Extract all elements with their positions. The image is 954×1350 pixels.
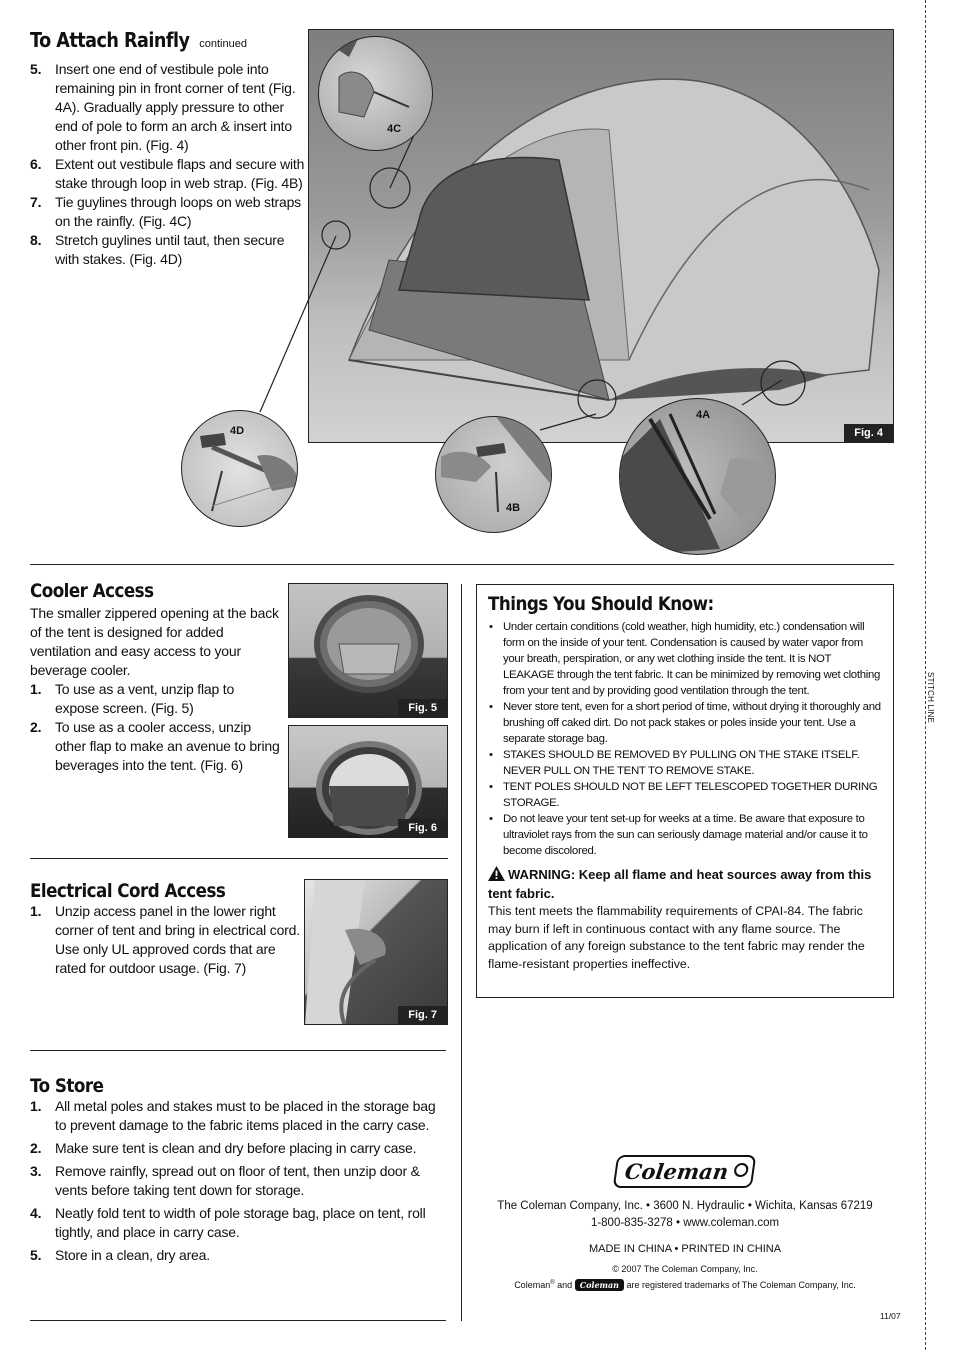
fig4-label: Fig. 4	[844, 424, 893, 442]
list-item: 6. Extent out vestibule flaps and secure with stake through loop in web strap. (Fig. 4B)	[30, 156, 305, 191]
copyright: © 2007 The Coleman Company, Inc.	[612, 1264, 758, 1274]
things-to-know-box	[476, 584, 894, 998]
stitch-line-label-wrap	[926, 670, 940, 750]
warning-heading: WARNING: Keep all flame and heat sources away from this tent fabric.	[488, 867, 872, 901]
cooler-title: Cooler Access	[30, 580, 154, 602]
trademark-note: Coleman® and Coleman are registered trademarks of The Coleman Company, Inc.	[514, 1280, 856, 1290]
coleman-logo-wrap	[476, 1155, 894, 1188]
electrical-steps	[30, 902, 300, 978]
column-divider	[461, 584, 462, 1321]
company-contact: 1-800-835-3278 • www.coleman.com	[590, 1217, 780, 1229]
list-item: 8. Stretch guylines until taut, then secure with stakes. (Fig. 4D)	[30, 232, 285, 267]
print-date: 11/07	[880, 1311, 901, 1321]
fig6-label: Fig. 6	[398, 819, 447, 837]
fig5-photo	[288, 583, 448, 718]
section-divider	[30, 1050, 446, 1051]
list-item: 3. Remove rainfly, spread out on floor of tent, then unzip door & vents before taking tent down for storage.	[30, 1163, 420, 1198]
pole-pin-icon	[620, 399, 776, 555]
fig7-label: Fig. 7	[398, 1006, 447, 1024]
know-bullets	[488, 619, 883, 859]
list-item: 1. To use as a vent, unzip flap to expose screen. (Fig. 5)	[30, 681, 235, 716]
cord-panel-illustration	[305, 880, 448, 1025]
section-divider	[30, 564, 894, 565]
list-item: • STAKES SHOULD BE REMOVED BY PULLING ON THE STAKE ITSELF. NEVER PULL ON THE TENT TO REMOVE STAKE.	[488, 747, 883, 779]
list-item: 5. Store in a clean, dry area.	[30, 1247, 210, 1263]
cooler-intro: The smaller zippered opening at the back of the tent is designed for added ventilation and easy access to your beverage cooler.	[30, 605, 279, 678]
know-title: Things You Should Know:	[488, 593, 714, 615]
coleman-logo-small: Coleman	[575, 1279, 624, 1291]
vent-screen-illustration	[289, 584, 448, 718]
list-item: • Do not leave your tent set-up for weeks at a time. Be aware that exposure to ultraviolet rays from the sun can seriously damage material and/or cause it to become discolored.	[488, 811, 883, 859]
fig6-photo	[288, 725, 448, 838]
stake-flap-icon	[436, 417, 552, 533]
cooler-section	[30, 580, 280, 775]
continued-note: continued	[199, 38, 247, 50]
electrical-section	[30, 880, 300, 978]
warning-text: This tent meets the flammability requirements of CPAI-84. The fabric may burn if left in continuous contact with any flame source. The application of any foreign substance to the tent fabric may render the flame-resistant properties ineffective.	[488, 904, 865, 971]
fig5-label: Fig. 5	[398, 699, 447, 717]
section-divider	[30, 1320, 446, 1321]
fig4b-detail-circle	[435, 416, 552, 533]
list-item: 2. Make sure tent is clean and dry before placing in carry case.	[30, 1140, 417, 1156]
list-item: • TENT POLES SHOULD NOT BE LEFT TELESCOPED TOGETHER DURING STORAGE.	[488, 779, 883, 811]
fig4a-detail-circle	[619, 398, 776, 555]
fig7-photo	[304, 879, 448, 1025]
store-steps	[30, 1097, 445, 1265]
made-in-china: MADE IN CHINA • PRINTED IN CHINA	[588, 1243, 782, 1255]
list-item: 7. Tie guylines through loops on web straps on the rainfly. (Fig. 4C)	[30, 194, 301, 229]
warning-icon	[488, 866, 505, 885]
electrical-title: Electrical Cord Access	[30, 880, 226, 902]
list-item: 1. All metal poles and stakes must to be placed in the storage bag to prevent damage to the fabric items placed in the carry case.	[30, 1098, 436, 1133]
section-divider	[30, 858, 448, 859]
list-item: 5. Insert one end of vestibule pole into remaining pin in front corner of tent (Fig. 4A). Gradually apply pressure to other end of pole to form an arch & insert into other front pin. (Fig. 4)	[30, 61, 296, 153]
stitch-line-label: STITCH LINE	[926, 672, 935, 724]
fig4c-label: 4C	[387, 123, 402, 135]
fig4c-detail-circle	[318, 36, 433, 151]
list-item: 2. To use as a cooler access, unzip other flap to make an avenue to bring beverages into the tent. (Fig. 6)	[30, 719, 280, 773]
lantern-icon	[734, 1163, 750, 1177]
list-item: • Under certain conditions (cold weather, high humidity, etc.) condensation will form on the inside of your tent. Condensation is caused by water vapor from your breath, perspiration, or any wet clothing inside the tent. It is NOT LEAKAGE through the tent fabric. It can be minimized by removing wet clothing from your tent and by providing good ventilation through the tent.	[488, 619, 883, 699]
store-section	[30, 1075, 445, 1265]
rainfly-title: To Attach Rainfly	[30, 28, 190, 52]
fig4d-label: 4D	[230, 425, 245, 437]
list-item: • Never store tent, even for a short period of time, without drying it thoroughly and brushing off caked dirt. Do not pack stakes or poles inside your tent. Use a separate storage bag.	[488, 699, 883, 747]
fig4b-label: 4B	[506, 502, 521, 514]
store-title: To Store	[30, 1075, 104, 1097]
cooler-steps	[30, 680, 280, 775]
company-address: The Coleman Company, Inc. • 3600 N. Hydraulic • Wichita, Kansas 67219	[497, 1200, 873, 1212]
coleman-logo: Coleman	[613, 1155, 757, 1188]
company-footer	[476, 1155, 894, 1291]
fig4d-detail-circle	[181, 410, 298, 527]
list-item: 4. Neatly fold tent to width of pole storage bag, place on tent, roll tightly, and place in carry case.	[30, 1205, 426, 1240]
fig4a-label: 4A	[696, 409, 711, 421]
list-item: 1. Unzip access panel in the lower right corner of tent and bring in electrical cord. Use only UL approved cords that are rated for outdoor usage. (Fig. 7)	[30, 903, 300, 976]
hand-tying-icon	[319, 37, 433, 151]
